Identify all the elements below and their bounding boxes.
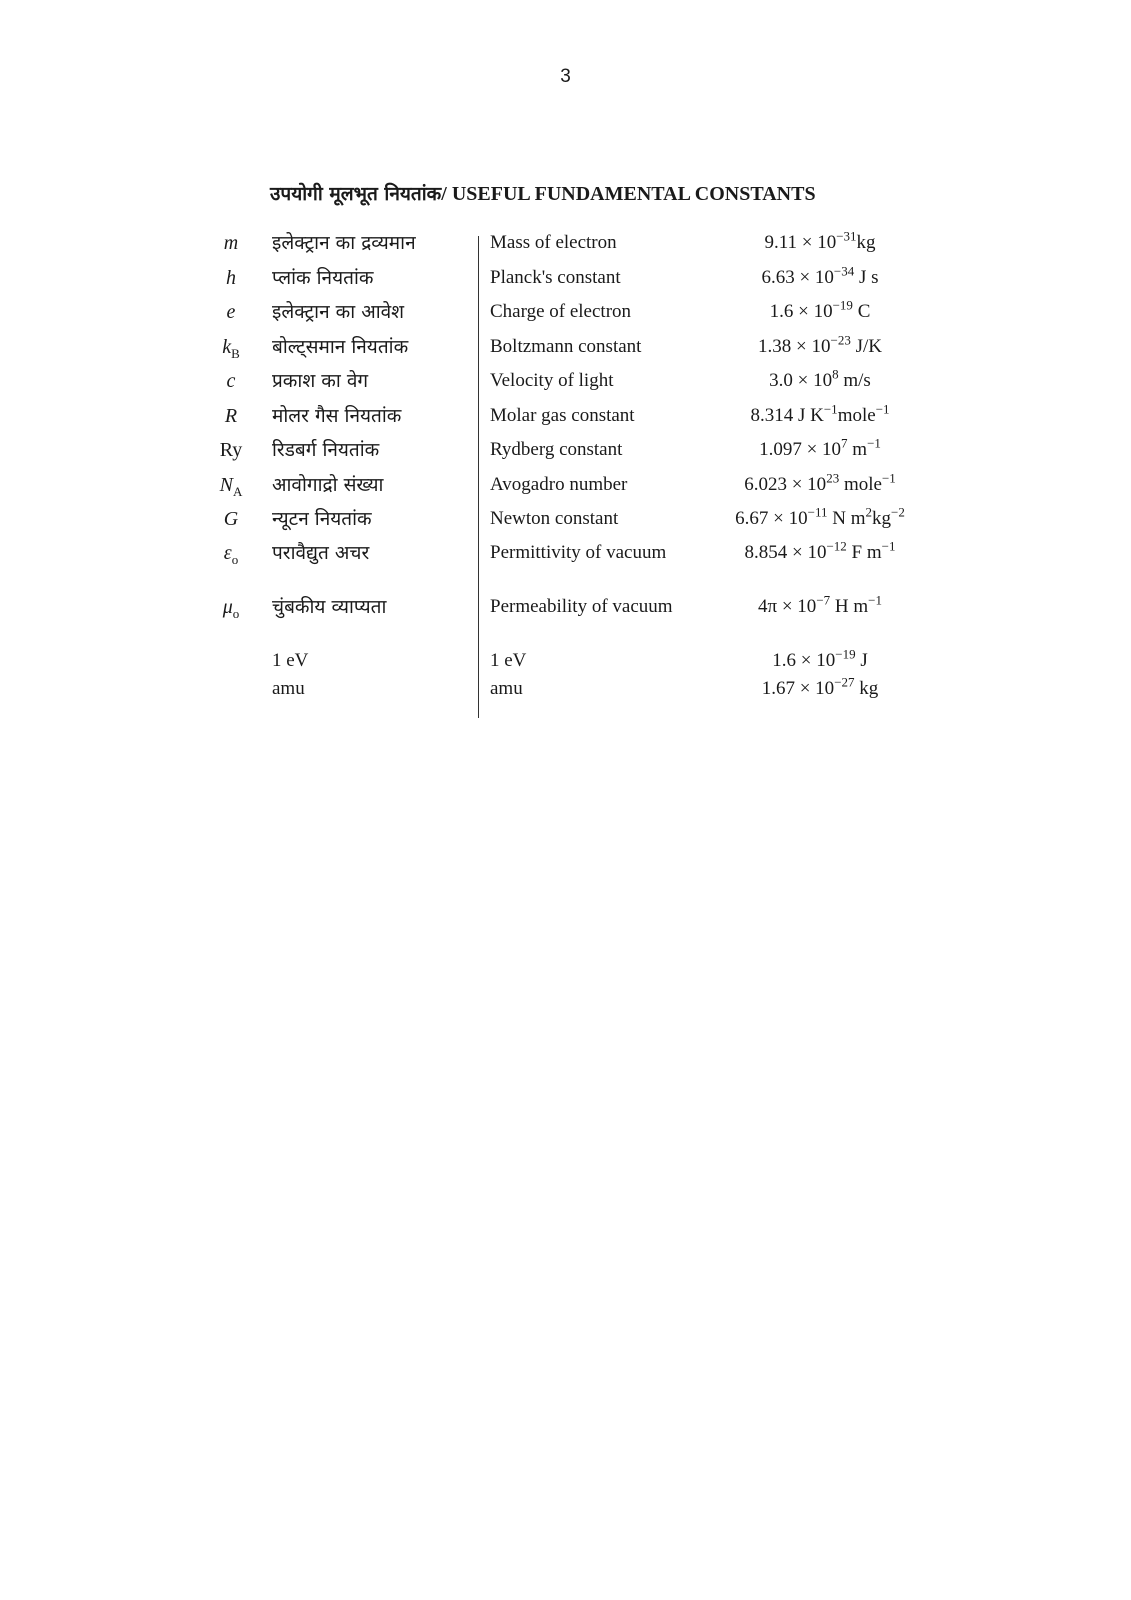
page-number: 3 [560,66,571,87]
hindi-name: इलेक्ट्रान का आवेश [272,301,405,323]
title-hindi: उपयोगी मूलभूत नियतांक [270,183,442,205]
table-row [0,230,1131,260]
constant-value: $6.63 \times 10^{-34}$ J s [761,263,879,288]
value-exponent: −12 [826,538,847,554]
unit-exponent: −1 [875,401,890,417]
hindi-name: परावैद्युत अचर [272,542,370,564]
table-row [0,334,1131,364]
constant-value: $1.6 \times 10^{-19}$ J [772,646,868,671]
table-row [0,506,1131,536]
hindi-name: प्रकाश का वेग [272,370,369,392]
constant-value: $1.67 \times 10^{-27}$ kg [761,674,879,699]
english-name: Mass of electron [490,232,617,253]
constant-symbol: e [226,301,236,323]
english-name: Velocity of light [490,370,614,391]
english-name: Permeability of vacuum [490,596,673,617]
english-name: Permittivity of vacuum [490,542,667,563]
title-english: / USEFUL FUNDAMENTAL CONSTANTS [441,183,816,205]
english-name: Rydberg constant [490,439,623,460]
table-row [0,299,1131,329]
english-name: 1 eV [490,650,527,671]
constant-value: $3.0 \times 10^8$ m/s [769,366,871,391]
unit-exponent: −1 [868,592,882,608]
constant-symbol: m [223,232,239,254]
hindi-name: आवोगाद्रो संख्या [272,474,384,496]
constant-value: $8.854 \times 10^{-12}$ F $m^{-1}$ [744,538,896,563]
constant-symbol: G [223,508,239,530]
table-row [0,676,1131,706]
hindi-name: इलेक्ट्रान का द्रव्यमान [272,232,416,254]
constant-symbol: c [226,370,236,392]
constant-symbol: $k_B$ [222,336,240,361]
value-exponent: −31 [836,228,857,244]
english-name: Avogadro number [490,474,628,495]
hindi-name: प्लांक नियतांक [272,267,374,289]
constant-value: $1.6 \times 10^{-19}$ C [769,297,871,322]
constant-value: $9.11 \times 10^{-31}kg$ [764,228,876,253]
value-exponent: 8 [832,366,839,382]
constant-value: $6.023 \times 10^{23}$ mole$^{-1}$ [744,470,896,495]
value-exponent: 7 [841,435,848,451]
constant-symbol: $N_A$ [219,474,243,499]
english-name: Planck's constant [490,267,621,288]
constant-symbol: h [226,267,236,289]
english-name: Boltzmann constant [490,336,642,357]
unit-exponent: −1 [881,538,896,554]
hindi-name: चुंबकीय व्याप्यता [272,596,387,618]
value-exponent: −27 [834,674,855,690]
table-row [0,437,1131,467]
unit-exponent: 2 [865,504,872,520]
value-exponent: −34 [833,263,855,279]
unit-exponent: −1 [867,435,881,451]
value-exponent: −7 [816,592,831,608]
english-name: Newton constant [490,508,619,529]
table-row [0,540,1131,570]
constant-symbol: $\varepsilon_o$ [223,542,239,567]
hindi-name: बोल्ट्समान नियतांक [272,336,409,358]
hindi-name: 1 eV [272,650,309,671]
value-exponent: −19 [832,297,853,313]
value-exponent: −19 [835,646,856,662]
constant-value: 8.314 J $K^{-1}mole^{-1}$ [750,401,890,426]
unit-exponent: −2 [890,504,905,520]
hindi-name: रिडबर्ग नियतांक [272,439,380,461]
value-exponent: 23 [826,470,840,486]
value-exponent: −1 [823,401,838,417]
hindi-name: amu [272,678,305,699]
page-title [270,180,816,206]
constant-value: $4\pi \times 10^{-7}$ H $m^{-1}$ [758,592,882,617]
constant-symbol: R [224,405,238,427]
constant-value: $1.097 \times 10^7$ $m^{-1}$ [759,435,881,460]
english-name: amu [490,678,523,699]
table-row [0,368,1131,398]
symbol-subscript: A [232,484,243,499]
english-name: Molar gas constant [490,405,635,426]
constant-symbol: Ry [219,439,243,461]
symbol-subscript: o [231,552,239,567]
table-row [0,403,1131,433]
table-row [0,594,1131,624]
value-exponent: −23 [830,332,851,348]
table-row [0,265,1131,295]
english-name: Charge of electron [490,301,632,322]
hindi-name: न्यूटन नियतांक [272,508,372,530]
symbol-subscript: o [232,606,240,621]
unit-exponent: −1 [881,470,896,486]
table-row [0,472,1131,502]
hindi-name: मोलर गैस नियतांक [272,405,402,427]
value-exponent: −11 [807,504,828,520]
constant-value: $6.67 \times 10^{-11}$ N $m^2kg^{-2}$ [735,504,905,529]
table-row [0,648,1131,678]
constant-symbol: $\mu_o$ [222,596,240,621]
symbol-subscript: B [231,346,240,361]
constant-value: $1.38 \times 10^{-23}$ J/K [758,332,882,357]
